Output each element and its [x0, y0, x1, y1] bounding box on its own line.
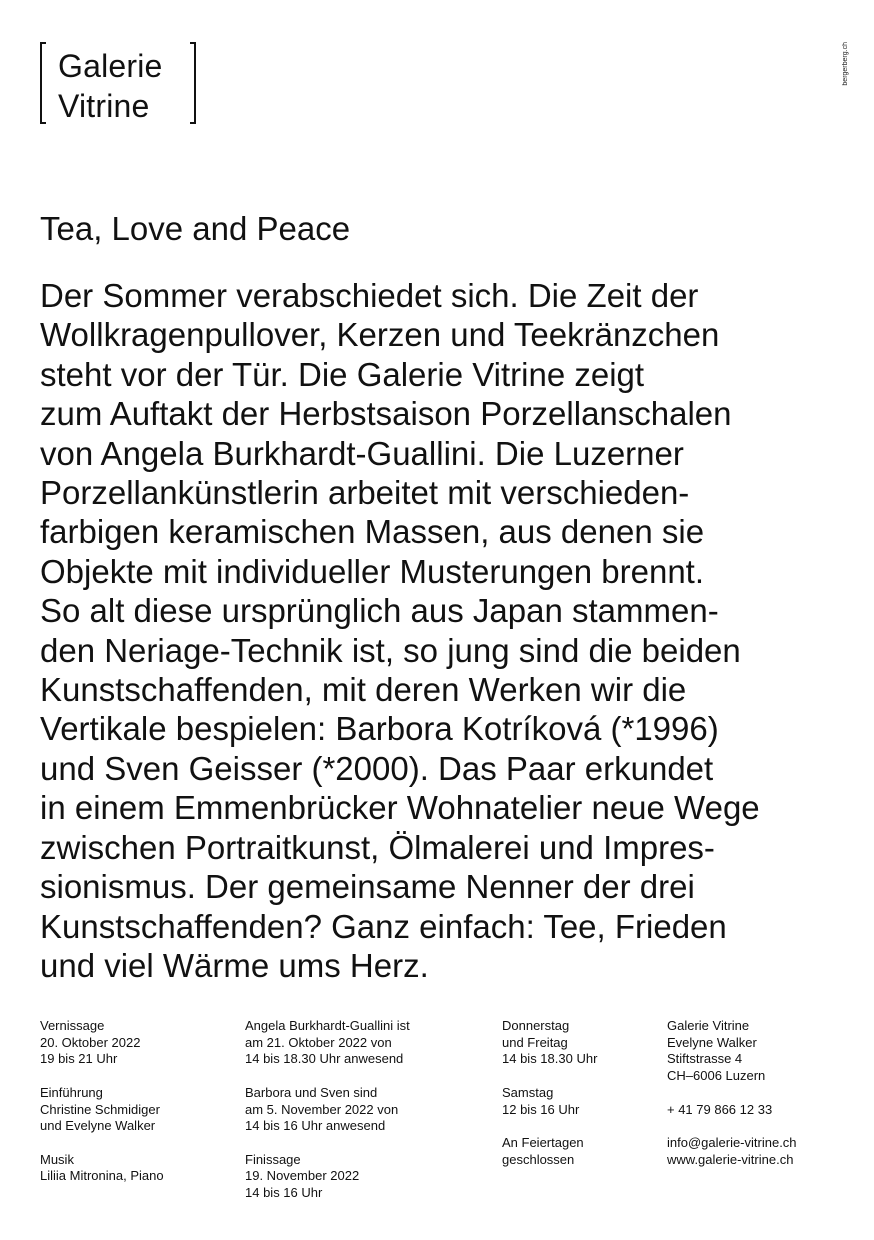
barbora-sven-attendance-block [245, 1085, 410, 1135]
finissage-block [245, 1152, 410, 1202]
body-line: Kunstschaffenden? Ganz einfach: Tee, Frieden [40, 907, 727, 945]
address-line: Evelyne Walker [667, 1034, 757, 1050]
finissage-time: 14 bis 16 Uhr [245, 1185, 323, 1200]
info-line: geschlossen [502, 1151, 575, 1167]
finissage-heading: Finissage [245, 1151, 301, 1167]
body-line: sionismus. Der gemeinsame Nenner der drei [40, 868, 695, 906]
music-heading: Musik [40, 1151, 74, 1167]
angela-attendance-block [245, 1018, 410, 1068]
body-line: Porzellankünstlerin arbeitet mit verschieden- [40, 474, 690, 512]
body-line: Wollkragenpullover, Kerzen und Teekränzchen [40, 316, 720, 354]
body-line: farbigen keramischen Massen, aus denen sie [40, 513, 705, 551]
finissage-date: 19. November 2022 [245, 1168, 360, 1184]
info-line: Angela Burkhardt-Guallini ist [245, 1018, 410, 1033]
introduction-heading: Einführung [40, 1084, 103, 1100]
info-column-artists [245, 1018, 410, 1218]
body-line: steht vor der Tür. Die Galerie Vitrine zeigt [40, 355, 645, 393]
gallery-logo [40, 42, 196, 126]
vernissage-date: 20. Oktober 2022 [40, 1034, 141, 1050]
introduction-speaker: Christine Schmidiger [40, 1101, 160, 1117]
logo-line-1: Galerie [58, 48, 163, 84]
info-line: am 5. November 2022 von [245, 1101, 399, 1117]
designer-credit: bergerberg.ch [842, 42, 849, 86]
vernissage-heading: Vernissage [40, 1018, 105, 1033]
body-line: zum Auftakt der Herbstsaison Porzellanschalen [40, 395, 732, 433]
phone-number: + 41 79 866 12 33 [667, 1101, 773, 1117]
weekday-hours-block [502, 1018, 597, 1068]
info-line: am 21. Oktober 2022 von [245, 1034, 392, 1050]
web-block [667, 1135, 797, 1168]
body-line: So alt diese ursprünglich aus Japan stammen- [40, 592, 719, 630]
logo-left-bracket [40, 42, 46, 124]
introduction-speaker: und Evelyne Walker [40, 1118, 156, 1134]
info-column-contact [667, 1018, 797, 1185]
info-line: Donnerstag [502, 1018, 570, 1033]
info-line: 14 bis 18.30 Uhr [502, 1051, 598, 1067]
email-address: info@galerie-vitrine.ch [667, 1134, 797, 1150]
body-line: von Angela Burkhardt-Guallini. Die Luzerner [40, 434, 684, 472]
body-line: Objekte mit individueller Musterungen brennt. [40, 552, 705, 590]
logo-right-bracket [190, 42, 196, 124]
vernissage-block [40, 1018, 164, 1068]
body-line: Kunstschaffenden, mit deren Werken wir die [40, 671, 687, 709]
body-line: Der Sommer verabschiedet sich. Die Zeit der [40, 277, 699, 314]
logo-line-2: Vitrine [58, 88, 150, 124]
body-line: zwischen Portraitkunst, Ölmalerei und Impres- [40, 828, 715, 866]
body-line: und viel Wärme ums Herz. [40, 946, 429, 984]
holiday-block [502, 1135, 597, 1168]
info-column-opening-hours [502, 1018, 597, 1185]
info-line: An Feiertagen [502, 1134, 584, 1150]
body-line: in einem Emmenbrücker Wohnatelier neue Wege [40, 789, 760, 827]
saturday-hours-block [502, 1085, 597, 1118]
body-line: den Neriage-Technik ist, so jung sind die beiden [40, 631, 741, 669]
logo-name [58, 46, 163, 126]
info-line: Barbora und Sven sind [245, 1084, 378, 1100]
introduction-block [40, 1085, 164, 1135]
website-url: www.galerie-vitrine.ch [667, 1151, 794, 1167]
info-line: 12 bis 16 Uhr [502, 1101, 580, 1117]
vernissage-time: 19 bis 21 Uhr [40, 1051, 118, 1067]
body-line: und Sven Geisser (*2000). Das Paar erkundet [40, 749, 714, 787]
address-line: Stiftstrasse 4 [667, 1051, 743, 1067]
info-line: 14 bis 18.30 Uhr anwesend [245, 1051, 404, 1067]
music-block [40, 1152, 164, 1185]
info-line: und Freitag [502, 1034, 568, 1050]
music-performer: Liliia Mitronina, Piano [40, 1168, 164, 1184]
exhibition-title: Tea, Love and Peace [40, 210, 351, 247]
address-block [667, 1018, 797, 1085]
info-column-events [40, 1018, 164, 1202]
body-line: Vertikale bespielen: Barbora Kotríková (*1996) [40, 710, 719, 748]
address-line: Galerie Vitrine [667, 1018, 750, 1033]
exhibition-description [40, 276, 850, 985]
info-line: Samstag [502, 1084, 554, 1100]
phone-block [667, 1102, 797, 1119]
address-line: CH–6006 Luzern [667, 1068, 766, 1084]
info-line: 14 bis 16 Uhr anwesend [245, 1118, 386, 1134]
